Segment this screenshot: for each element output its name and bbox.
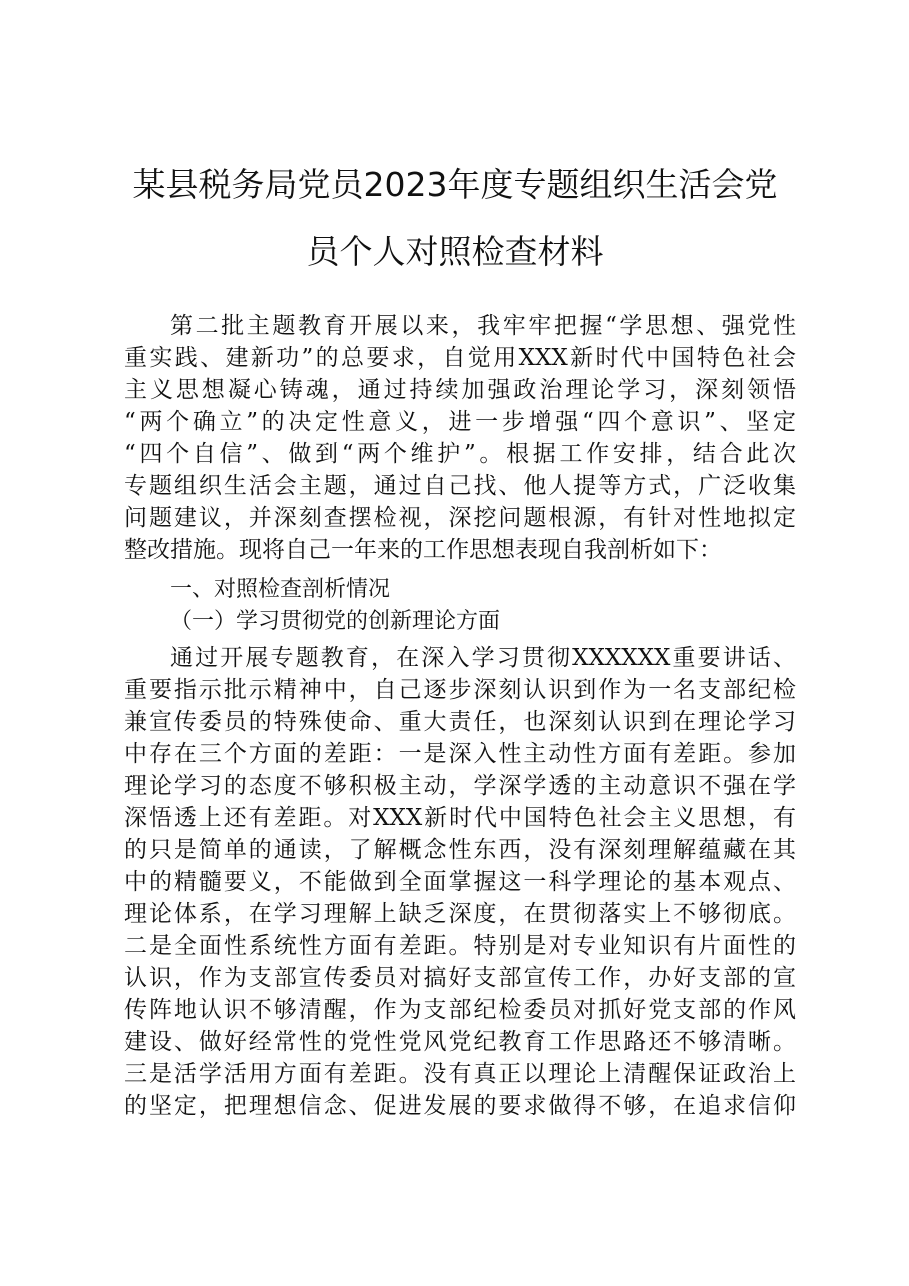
intro-line: “两个确立”的决定性意义，进一步增强“四个意识”、坚定 [124,409,796,435]
document-title-line-2: 员个人对照检查材料 [306,232,604,271]
intro-line: 问题建议，并深刻查摆检视，深挖问题根源，有针对性地拟定 [124,505,796,531]
section-line: 深悟透上还有差距。对XXX新时代中国特色社会主义思想，有 [124,805,796,831]
section-line: 认识，作为支部宣传委员对搞好支部宣传工作，办好支部的宣 [124,965,796,991]
section-line: 兼宣传委员的特殊使命、重大责任，也深刻认识到在理论学习 [124,709,796,735]
section-line: 三是活学活用方面有差距。没有真正以理论上清醒保证政治上 [124,1061,796,1087]
section-line: 重要指示批示精神中，自己逐步深刻认识到作为一名支部纪检 [124,677,796,703]
intro-line: 主义思想凝心铸魂，通过持续加强政治理论学习，深刻领悟 [124,377,796,403]
document-title-line-1: 某县税务局党员2023年度专题组织生活会党 [132,165,778,204]
section-line: 理论学习的态度不够积极主动，学深学透的主动意识不强在学 [124,773,796,799]
intro-line: 重实践、建新功”的总要求，自觉用XXX新时代中国特色社会 [124,345,796,371]
intro-line: 整改措施。现将自己一年来的工作思想表现自我剖析如下： [124,537,722,563]
intro-line: 第二批主题教育开展以来，我牢牢把握“学思想、强党性 [170,313,796,339]
section-line: 的坚定，把理想信念、促进发展的要求做得不够，在追求信仰 [124,1093,796,1119]
section-line: 建设、做好经常性的党性党风党纪教育工作思路还不够清晰。 [124,1029,796,1055]
section-line: 理论体系，在学习理解上缺乏深度，在贯彻落实上不够彻底。 [124,901,796,927]
section-heading-1: 一、对照检查剖析情况 [170,577,391,602]
section-line: 二是全面性系统性方面有差距。特别是对专业知识有片面性的 [124,933,796,959]
section-line: 中存在三个方面的差距：一是深入性主动性方面有差距。参加 [124,741,796,767]
section-line: 的只是简单的通读，了解概念性东西，没有深刻理解蕴藏在其 [124,837,796,863]
section-line: 中的精髓要义，不能做到全面掌握这一科学理论的基本观点、 [124,869,796,895]
section-line: 传阵地认识不够清醒，作为支部纪检委员对抓好党支部的作风 [124,997,796,1023]
intro-line: 专题组织生活会主题，通过自己找、他人提等方式，广泛收集 [124,473,796,499]
section-heading-2: （一）学习贯彻党的创新理论方面 [170,609,501,634]
section-line: 通过开展专题教育，在深入学习贯彻XXXXXX重要讲话、 [170,645,796,671]
intro-line: “四个自信”、做到“两个维护”。根据工作安排，结合此次 [124,441,796,467]
